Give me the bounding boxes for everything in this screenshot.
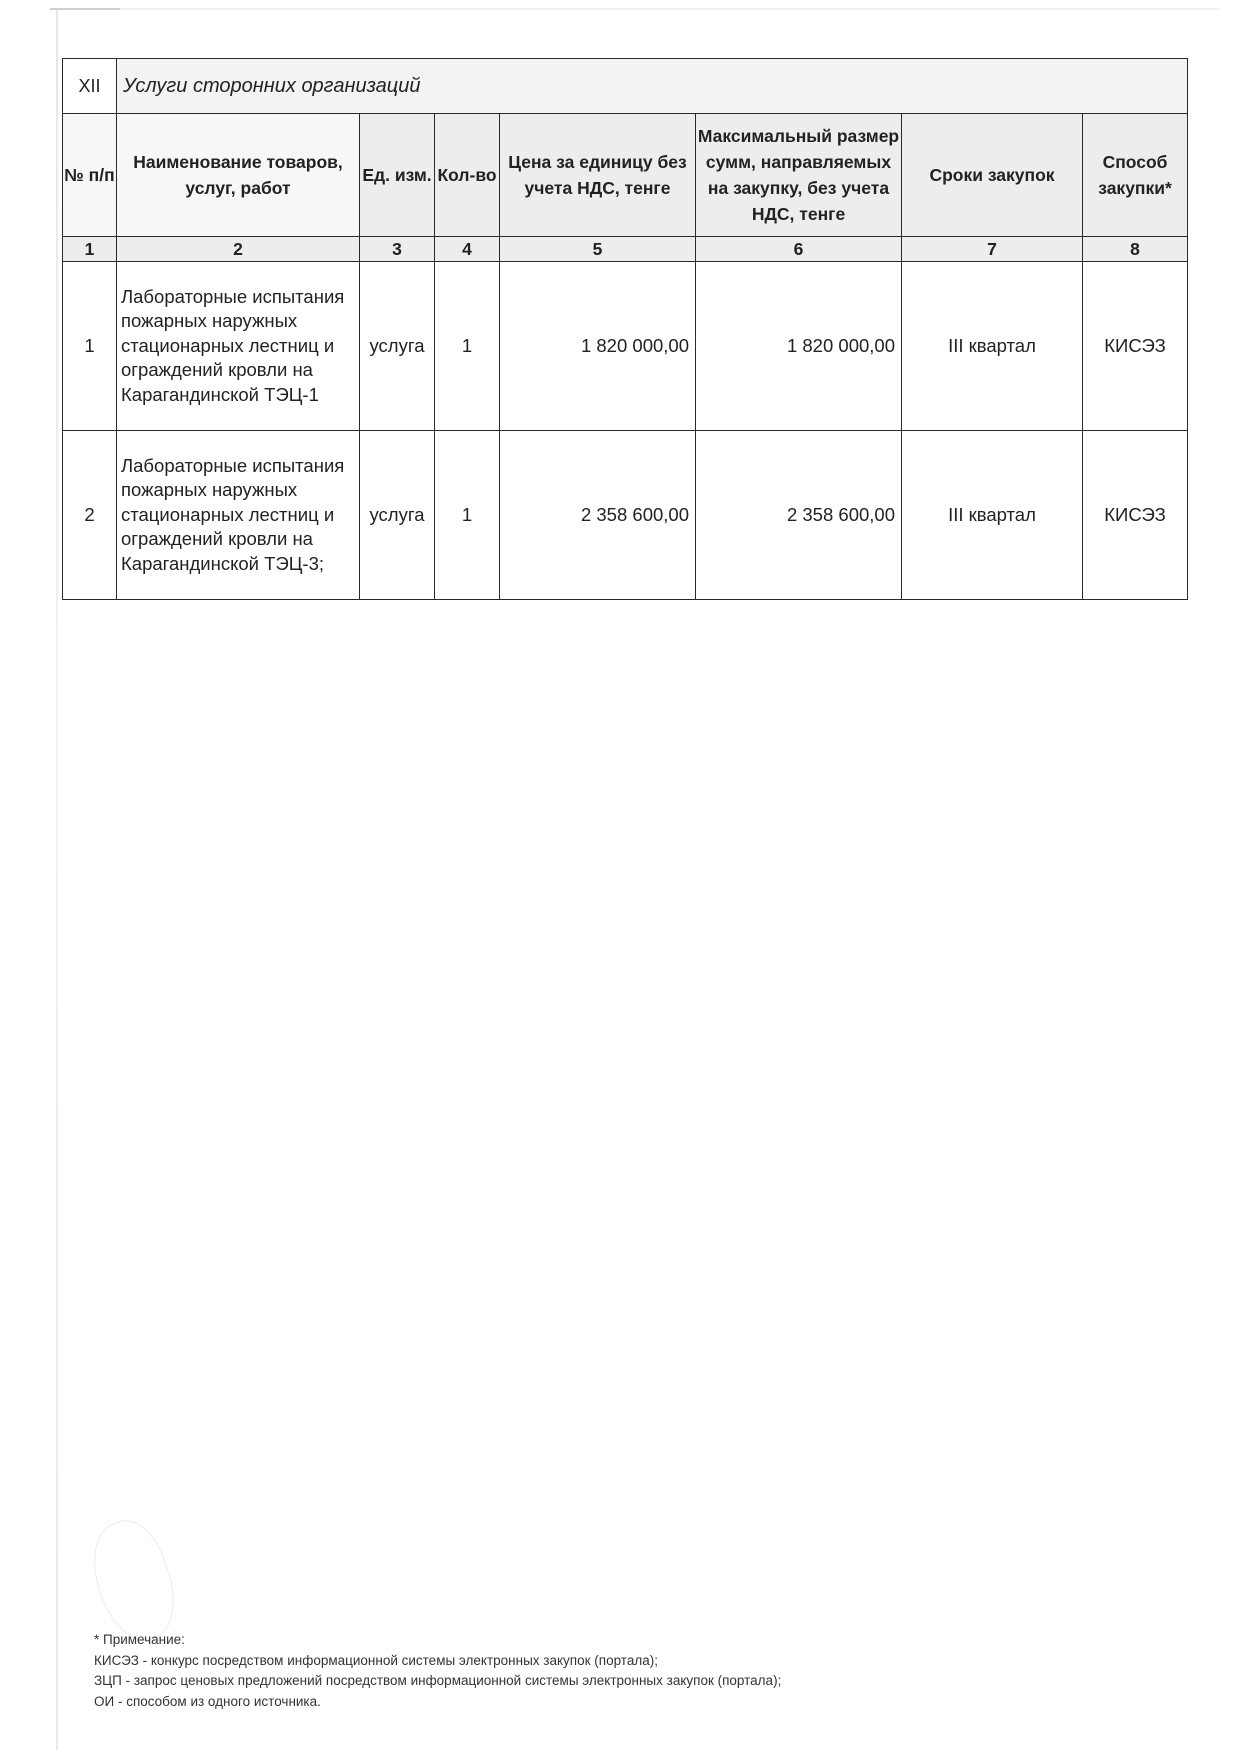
section-title: Услуги сторонних организаций: [117, 59, 1188, 114]
column-number: 5: [500, 237, 696, 262]
row-max-sum: 1 820 000,00: [696, 262, 902, 431]
scan-edge-top: [50, 8, 1220, 10]
footnote-line: КИСЭЗ - конкурс посредством информационной системы электронных закупок (портала);: [94, 1652, 658, 1668]
table-row: [63, 431, 1188, 600]
footnote-line: ЗЦП - запрос ценовых предложений посредством информационной системы электронных закупок (портала);: [94, 1673, 782, 1688]
row-period: III квартал: [902, 262, 1083, 431]
header-num: № п/п: [63, 114, 117, 237]
table-row: [63, 262, 1188, 431]
row-qty: 1: [435, 262, 500, 431]
row-method: КИСЭЗ: [1083, 431, 1188, 600]
header-period: Сроки закупок: [902, 114, 1083, 237]
footnote-title: * Примечание:: [94, 1632, 185, 1647]
column-number: 7: [902, 237, 1083, 262]
column-number: 6: [696, 237, 902, 262]
row-method: КИСЭЗ: [1083, 262, 1188, 431]
column-number: 8: [1083, 237, 1188, 262]
row-period: III квартал: [902, 431, 1083, 600]
row-max-sum: 2 358 600,00: [696, 431, 902, 600]
scan-edge-left: [56, 10, 58, 1750]
footnote-line: ОИ - способом из одного источника.: [94, 1693, 321, 1709]
footnote: [94, 1630, 781, 1712]
column-number: 1: [63, 237, 117, 262]
row-unit: услуга: [360, 262, 435, 431]
section-number: XII: [63, 59, 117, 114]
row-price: 1 820 000,00: [500, 262, 696, 431]
column-number: 3: [360, 237, 435, 262]
procurement-table: [62, 58, 1188, 600]
header-max-sum: Максимальный размер сумм, направляемых на закупку, без учета НДС, тенге: [696, 114, 902, 237]
column-number: 2: [117, 237, 360, 262]
row-number: 2: [63, 431, 117, 600]
row-name: Лабораторные испытания пожарных наружных стационарных лестниц и ограждений кровли на Карагандинской ТЭЦ-3;: [117, 431, 360, 600]
row-name: Лабораторные испытания пожарных наружных стационарных лестниц и ограждений кровли на Карагандинской ТЭЦ-1: [117, 262, 360, 431]
section-row: [63, 59, 1188, 114]
row-qty: 1: [435, 431, 500, 600]
row-number: 1: [63, 262, 117, 431]
header-qty: Кол-во: [435, 114, 500, 237]
header-unit: Ед. изм.: [360, 114, 435, 237]
column-number: 4: [435, 237, 500, 262]
header-row: [63, 114, 1188, 237]
header-name: Наименование товаров, услуг, работ: [117, 114, 360, 237]
row-price: 2 358 600,00: [500, 431, 696, 600]
row-unit: услуга: [360, 431, 435, 600]
header-price: Цена за единицу без учета НДС, тенге: [500, 114, 696, 237]
header-method: Способ закупки*: [1083, 114, 1188, 237]
column-numbers-row: [63, 237, 1188, 262]
